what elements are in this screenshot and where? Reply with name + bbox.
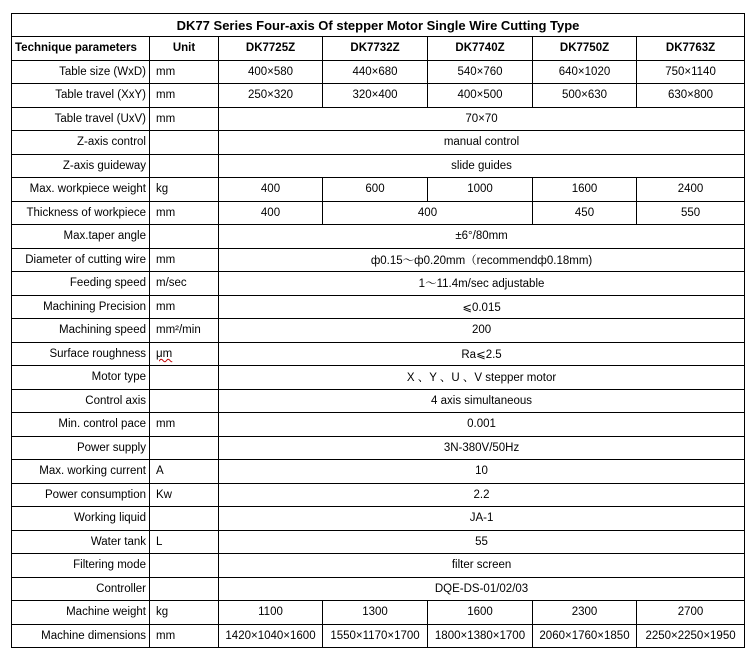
param-label: Min. control pace bbox=[12, 413, 150, 437]
value-cell: 250×320 bbox=[219, 84, 323, 108]
header-model: DK7750Z bbox=[533, 37, 637, 61]
table-row bbox=[12, 60, 745, 84]
param-label: Max. working current bbox=[12, 460, 150, 484]
unit-cell: mm bbox=[150, 60, 219, 84]
unit-cell bbox=[150, 389, 219, 413]
table-row bbox=[12, 342, 745, 366]
value-cell: 750×1140 bbox=[637, 60, 745, 84]
value-cell: filter screen bbox=[219, 554, 745, 578]
value-cell: 400 bbox=[219, 201, 323, 225]
table-row bbox=[12, 154, 745, 178]
value-cell: 1000 bbox=[428, 178, 533, 202]
param-label: Controller bbox=[12, 577, 150, 601]
header-unit: Unit bbox=[150, 37, 219, 61]
unit-cell bbox=[150, 577, 219, 601]
unit-cell: mm²/min bbox=[150, 319, 219, 343]
param-label: Water tank bbox=[12, 530, 150, 554]
table-row bbox=[12, 436, 745, 460]
table-row bbox=[12, 107, 745, 131]
table-row bbox=[12, 131, 745, 155]
unit-cell: kg bbox=[150, 178, 219, 202]
param-label: Z-axis control bbox=[12, 131, 150, 155]
table-row bbox=[12, 530, 745, 554]
param-label: Table travel (UxV) bbox=[12, 107, 150, 131]
header-model: DK7740Z bbox=[428, 37, 533, 61]
param-label: Table travel (XxY) bbox=[12, 84, 150, 108]
value-cell: Ra⩽2.5 bbox=[219, 342, 745, 366]
value-cell: 440×680 bbox=[323, 60, 428, 84]
unit-cell bbox=[150, 154, 219, 178]
value-cell: 550 bbox=[637, 201, 745, 225]
unit-cell: mm bbox=[150, 295, 219, 319]
unit-cell: mm bbox=[150, 201, 219, 225]
table-row bbox=[12, 225, 745, 249]
value-cell: 1～11.4m/sec adjustable bbox=[219, 272, 745, 296]
header-model: DK7763Z bbox=[637, 37, 745, 61]
table-row bbox=[12, 507, 745, 531]
value-cell: 1420×1040×1600 bbox=[219, 624, 323, 648]
value-cell: 0.001 bbox=[219, 413, 745, 437]
value-cell: 1550×1170×1700 bbox=[323, 624, 428, 648]
unit-cell bbox=[150, 507, 219, 531]
value-cell: 400 bbox=[323, 201, 533, 225]
table-row bbox=[12, 366, 745, 390]
value-cell: 450 bbox=[533, 201, 637, 225]
param-label: Motor type bbox=[12, 366, 150, 390]
unit-cell bbox=[150, 554, 219, 578]
table-row bbox=[12, 84, 745, 108]
unit-cell: L bbox=[150, 530, 219, 554]
value-cell: manual control bbox=[219, 131, 745, 155]
value-cell: ±6°/80mm bbox=[219, 225, 745, 249]
unit-cell: mm bbox=[150, 107, 219, 131]
unit-cell bbox=[150, 131, 219, 155]
table-row bbox=[12, 201, 745, 225]
value-cell: DQE-DS-01/02/03 bbox=[219, 577, 745, 601]
value-cell: ⩽0.015 bbox=[219, 295, 745, 319]
value-cell: 400×580 bbox=[219, 60, 323, 84]
table-row bbox=[12, 413, 745, 437]
unit-cell: mm bbox=[150, 413, 219, 437]
value-cell: 320×400 bbox=[323, 84, 428, 108]
param-label: Machining Precision bbox=[12, 295, 150, 319]
unit-text: μm bbox=[156, 347, 173, 360]
unit-cell: mm bbox=[150, 84, 219, 108]
header-model: DK7732Z bbox=[323, 37, 428, 61]
value-cell: slide guides bbox=[219, 154, 745, 178]
param-label: Power supply bbox=[12, 436, 150, 460]
table-row bbox=[12, 272, 745, 296]
value-cell: 400×500 bbox=[428, 84, 533, 108]
value-cell: 2300 bbox=[533, 601, 637, 625]
param-label: Surface roughness bbox=[12, 342, 150, 366]
param-label: Diameter of cutting wire bbox=[12, 248, 150, 272]
unit-cell: m/sec bbox=[150, 272, 219, 296]
value-cell: 500×630 bbox=[533, 84, 637, 108]
value-cell: 600 bbox=[323, 178, 428, 202]
table-title: DK77 Series Four-axis Of stepper Motor Single Wire Cutting Type bbox=[12, 14, 745, 37]
param-label: Max.taper angle bbox=[12, 225, 150, 249]
value-cell: 2.2 bbox=[219, 483, 745, 507]
param-label: Thickness of workpiece bbox=[12, 201, 150, 225]
title-row bbox=[12, 14, 745, 37]
unit-cell: kg bbox=[150, 601, 219, 625]
param-label: Max. workpiece weight bbox=[12, 178, 150, 202]
header-model: DK7725Z bbox=[219, 37, 323, 61]
table-row bbox=[12, 577, 745, 601]
value-cell: 1600 bbox=[428, 601, 533, 625]
value-cell: X 、Y 、U 、V stepper motor bbox=[219, 366, 745, 390]
unit-cell bbox=[150, 436, 219, 460]
value-cell: 2060×1760×1850 bbox=[533, 624, 637, 648]
table-row bbox=[12, 319, 745, 343]
param-label: Machining speed bbox=[12, 319, 150, 343]
param-label: Filtering mode bbox=[12, 554, 150, 578]
value-cell: 2400 bbox=[637, 178, 745, 202]
value-cell: 540×760 bbox=[428, 60, 533, 84]
unit-cell bbox=[150, 225, 219, 249]
header-row bbox=[12, 37, 745, 61]
param-label: Machine dimensions bbox=[12, 624, 150, 648]
param-label: Feeding speed bbox=[12, 272, 150, 296]
table-row bbox=[12, 389, 745, 413]
unit-cell: mm bbox=[150, 624, 219, 648]
table-row bbox=[12, 554, 745, 578]
value-cell: 1300 bbox=[323, 601, 428, 625]
value-cell: JA-1 bbox=[219, 507, 745, 531]
param-label: Working liquid bbox=[12, 507, 150, 531]
value-cell: 640×1020 bbox=[533, 60, 637, 84]
value-cell: 630×800 bbox=[637, 84, 745, 108]
value-cell: 3N-380V/50Hz bbox=[219, 436, 745, 460]
param-label: Table size (WxD) bbox=[12, 60, 150, 84]
value-cell: 2700 bbox=[637, 601, 745, 625]
param-label: Z-axis guideway bbox=[12, 154, 150, 178]
table-row bbox=[12, 483, 745, 507]
value-cell: 1100 bbox=[219, 601, 323, 625]
value-cell: 70×70 bbox=[219, 107, 745, 131]
value-cell: 1800×1380×1700 bbox=[428, 624, 533, 648]
unit-cell: mm bbox=[150, 248, 219, 272]
table-row bbox=[12, 248, 745, 272]
table-row bbox=[12, 624, 745, 648]
param-label: Power consumption bbox=[12, 483, 150, 507]
spec-table bbox=[11, 13, 745, 648]
value-cell: 10 bbox=[219, 460, 745, 484]
value-cell: 200 bbox=[219, 319, 745, 343]
param-label: Machine weight bbox=[12, 601, 150, 625]
value-cell: 55 bbox=[219, 530, 745, 554]
value-cell: 400 bbox=[219, 178, 323, 202]
header-param: Technique parameters bbox=[12, 37, 150, 61]
unit-cell: Kw bbox=[150, 483, 219, 507]
value-cell: ф0.15～ф0.20mm（recommendф0.18mm) bbox=[219, 248, 745, 272]
unit-cell: A bbox=[150, 460, 219, 484]
value-cell: 1600 bbox=[533, 178, 637, 202]
value-cell: 4 axis simultaneous bbox=[219, 389, 745, 413]
unit-cell bbox=[150, 342, 219, 366]
table-row bbox=[12, 460, 745, 484]
table-row bbox=[12, 601, 745, 625]
table-row bbox=[12, 178, 745, 202]
param-label: Control axis bbox=[12, 389, 150, 413]
unit-cell bbox=[150, 366, 219, 390]
table-row bbox=[12, 295, 745, 319]
value-cell: 2250×2250×1950 bbox=[637, 624, 745, 648]
